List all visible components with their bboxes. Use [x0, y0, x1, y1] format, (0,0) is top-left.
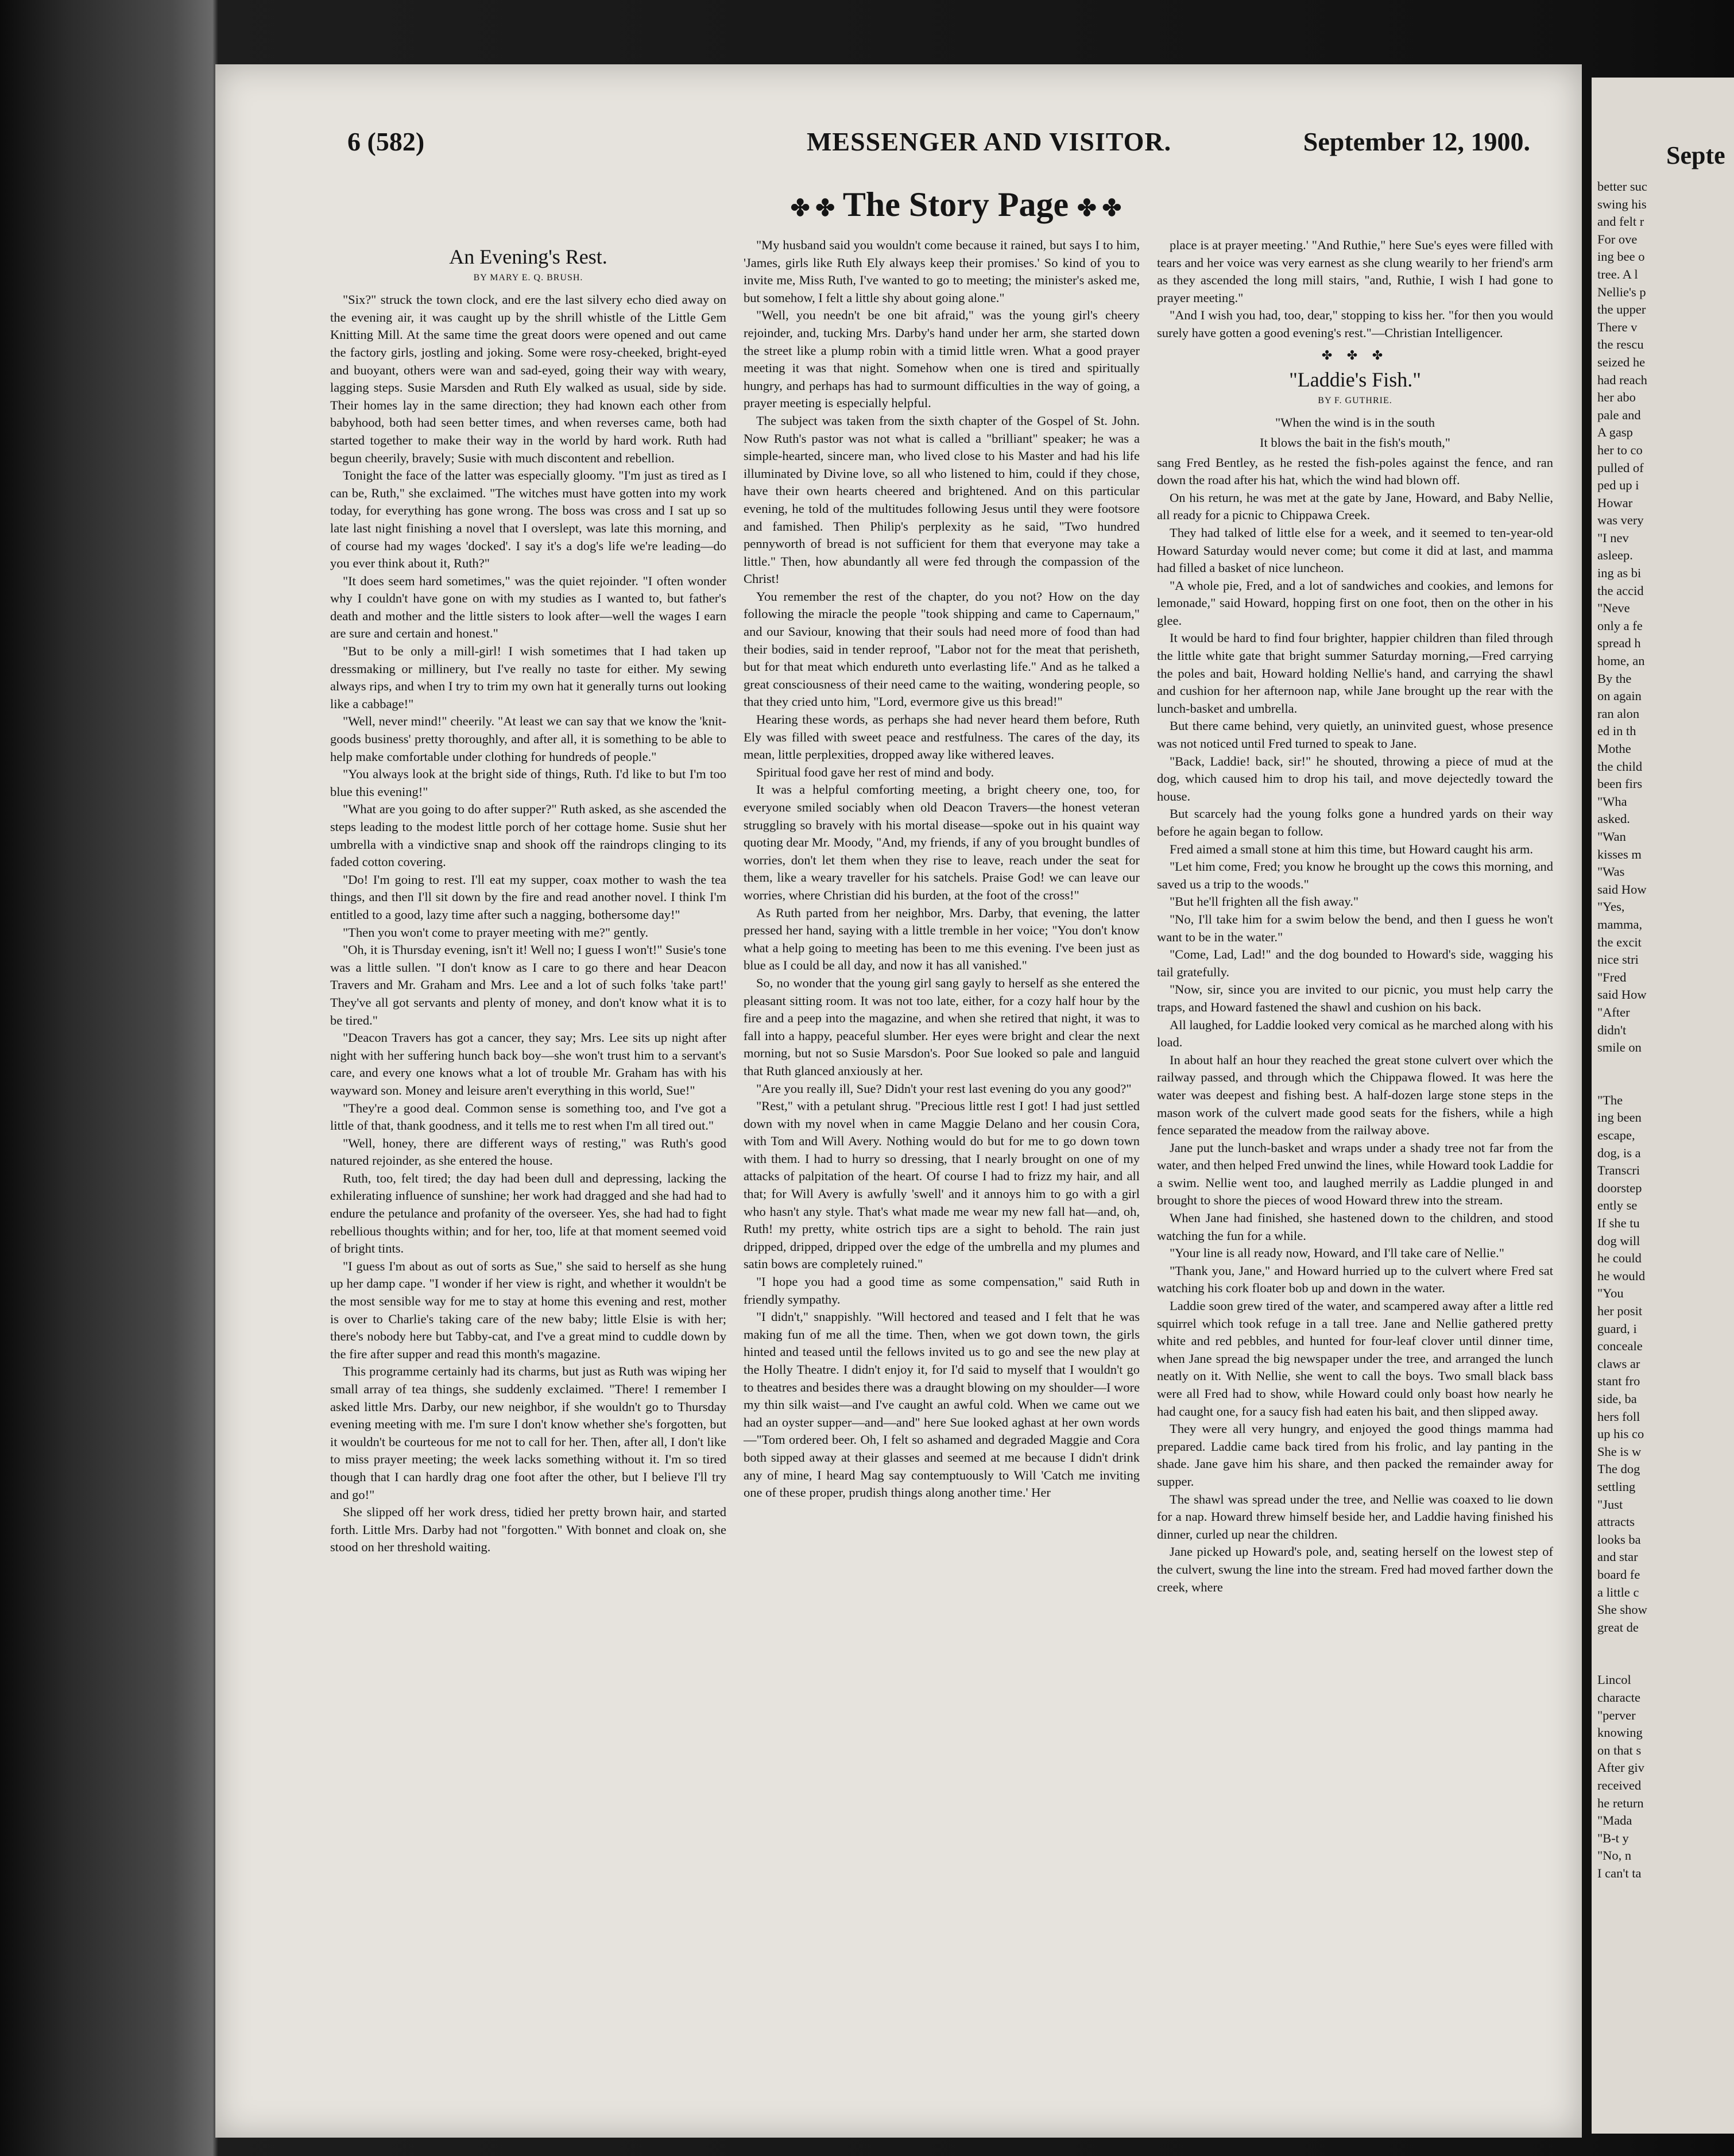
adjacent-text-line: her posit [1597, 1304, 1643, 1318]
paragraph: You remember the rest of the chapter, do you not? How on the day following the miracle the people "took shipping and came to Capernaum," and our Saviour, knowing that their souls had need more of food than had their bodies, said in tender reproof, "Labor not for the meat that perisheth, but for that meat which endureth unto everlasting life." And as he talked a great consciousness of their need came to the waiting, wondering people, so that they cried unto him, "Lord, evermore give us this bread!" [744, 589, 1140, 709]
adjacent-text-line: After giv [1597, 1760, 1644, 1775]
paragraph: "Six?" struck the town clock, and ere the last silvery echo died away on the evening air, it was caught up by the shrill whistle of the Little Gem Knitting Mill. At the same time the great doors were opened and out came the factory girls, jostling and joking. Some were rosy-cheeked, bright-eyed and buoyant, others were wan and sad-eyed, going their way with weary, lagging steps. Susie Marsden and Ruth Ely walked as usual, side by side. Their homes lay in the same direction; they had known each other from babyhood, both had seen better times, and when reverses came, both had started together to make their way in the world by hard work. Ruth had begun cheerily, bravely; Susie with much discontent and rebellion. [330, 292, 726, 465]
adjacent-text-line: ing bee o [1597, 249, 1645, 264]
adjacent-text-line: She show [1597, 1602, 1647, 1617]
paragraph: "Now, sir, since you are invited to our picnic, you must help carry the traps, and Howard fastened the shawl and cushion on his back. [1157, 982, 1553, 1014]
section-title: The Story Page [842, 186, 1069, 223]
adjacent-text-line: asleep. [1597, 548, 1633, 563]
adjacent-text-line: her to co [1597, 442, 1643, 457]
adjacent-text-line: "Mada [1597, 1813, 1632, 1828]
adjacent-text-line: smile on [1597, 1040, 1642, 1055]
story1-title: An Evening's Rest. [449, 245, 607, 268]
adjacent-text-line: dog, is a [1597, 1145, 1641, 1160]
adjacent-text-line: "The [1597, 1092, 1623, 1107]
paragraph: "Oh, it is Thursday evening, isn't it! Well no; I guess I won't!" Susie's tone was a little sullen. "I don't know as I care to go there and hear Deacon Travers and Mr. Graham and Mrs. Lee and a lot of such folks 'take part!' They've all got servants and plenty of money, and don't know what it is to be tired." [330, 942, 726, 1027]
adjacent-text-line: stant fro [1597, 1374, 1640, 1389]
adjacent-text-line: the child [1597, 759, 1643, 774]
adjacent-text-line: hers foll [1597, 1409, 1640, 1424]
adjacent-text-line: Transcri [1597, 1163, 1640, 1178]
page-number: 6 (582) [347, 127, 425, 156]
adjacent-text-line: By the [1597, 671, 1632, 686]
column-1 [330, 245, 726, 1556]
adjacent-text-line: "Wan [1597, 829, 1626, 844]
paragraph: "Let him come, Fred; you know he brought up the cows this morning, and saved us a trip to the woods." [1157, 859, 1553, 891]
paragraph: Ruth, too, felt tired; the day had been dull and depressing, lacking the exhilerating influence of sunshine; her work had dragged and she had had to endure the petulance and profanity of the overseer. Yes, she had had to fight rebellious thoughts within; and for her, too, life at that moment seemed void of bright tints. [330, 1170, 726, 1256]
paragraph: "Do! I'm going to rest. I'll eat my supper, coax mother to wash the tea things, and then I'll sit down by the fire and read another novel. I think I'm entitled to a good, lazy time after such a nagging, bothersome day!" [330, 872, 726, 922]
adjacent-text-line: kisses m [1597, 847, 1642, 861]
paragraph: "Back, Laddie! back, sir!" he shouted, throwing a piece of mud at the dog, which caused him to drop his tail, and move dejectedly toward the house. [1157, 754, 1553, 803]
paragraph: As Ruth parted from her neighbor, Mrs. Darby, that evening, the latter pressed her hand, saying with a little tremble in her voice; "You don't know what a help going to meeting has been to me this evening. I've been just as blue as I could be all day, and now it has all vanished." [744, 905, 1140, 973]
paragraph: The shawl was spread under the tree, and Nellie was coaxed to lie down for a nap. Howard threw himself beside her, and Laddie having finished his dinner, curled up near the children. [1157, 1492, 1553, 1541]
paragraph: sang Fred Bentley, as he rested the fish-poles against the fence, and ran down the road after his hat, which the wind had blown off. [1157, 455, 1553, 488]
adjacent-text-line: swing his [1597, 196, 1647, 211]
paragraph: "They're a good deal. Common sense is something too, and I've got a little of that, thank goodness, and it tells me to rest when I'm all tired out." [330, 1100, 726, 1133]
paragraph: "What are you going to do after supper?" Ruth asked, as she ascended the steps leading to the modest little porch of her cottage home. Susie shut her umbrella with a vindictive snap and shook off the raindrops clinging to its faded cotton covering. [330, 802, 726, 870]
adjacent-text-line: ing as bi [1597, 566, 1642, 581]
adjacent-text-line: up his co [1597, 1427, 1644, 1442]
adjacent-text-line: claws ar [1597, 1356, 1640, 1371]
adjacent-text-line: ran alon [1597, 706, 1640, 721]
newspaper-page [215, 64, 1582, 2138]
paragraph: "I hope you had a good time as some compensation," said Ruth in friendly sympathy. [744, 1274, 1140, 1307]
adjacent-text-line: nice stri [1597, 952, 1639, 967]
adjacent-text-line: conceale [1597, 1339, 1643, 1354]
adjacent-text-line: board fe [1597, 1567, 1640, 1582]
publication-title: MESSENGER AND VISITOR. [807, 127, 1172, 156]
adjacent-text-line: "Just [1597, 1497, 1623, 1512]
adjacent-text-line: Howar [1597, 495, 1633, 510]
adjacent-text-line: guard, i [1597, 1321, 1637, 1336]
adjacent-text-line: Nellie's p [1597, 284, 1646, 299]
adjacent-text-line: settling [1597, 1479, 1636, 1494]
adjacent-text-line: and star [1597, 1550, 1638, 1564]
adjacent-text-line [1597, 1057, 1734, 1075]
paragraph: Hearing these words, as perhaps she had never heard them before, Ruth Ely was filled with sweet peace and restfulness. The cares of the day, its mean, little perplexities, dropped away like withered leaves. [744, 712, 1140, 762]
adjacent-text-line: pale and [1597, 407, 1641, 422]
adjacent-text-line: She is w [1597, 1444, 1642, 1459]
paragraph: "I didn't," snappishly. "Will hectored and teased and I felt that he was making fun of me all the time. Then, when we got down town, the girls hinted and teased until the fellows invited us to go and see the new play at the Holly Theatre. I didn't enjoy it, for I'd said to myself that I wouldn't go to theatres and besides there was a draught blowing on my shoulder—I wore my thin silk waist—and I've caught an awful cold. When we came out we had an oyster supper—and—and" here Sue looked aghast at her own words—"Tom ordered beer. Oh, I felt so ashamed and degraded Maggie and Cora both sipped away at their glasses and seemed at me because I didn't drink any of mine, I heard Mag say contemptuously to Will 'Catch me inviting one of these proper, prudish things along another time.' Her [744, 1309, 1140, 1500]
adjacent-text-line: For ove [1597, 231, 1638, 246]
adjacent-text-line: knowing [1597, 1725, 1643, 1740]
adjacent-text-line: Mothe [1597, 741, 1631, 756]
adjacent-text-line: characte [1597, 1690, 1640, 1705]
adjacent-text-line: didn't [1597, 1022, 1627, 1037]
paragraph: "Deacon Travers has got a cancer, they say; Mrs. Lee sits up night after night with her suffering hunch back boy—she won't trust him to a servant's care, and every one knows what a lot of trouble Mr. Graham has with his wayward son. Money and leisure aren't everything in this world, Sue!" [330, 1030, 726, 1098]
paragraph: "Well, you needn't be one bit afraid," was the young girl's cheery rejoinder, and, tucking Mrs. Darby's hand under her arm, she started down the street like a plump robin with a timid little wren. What a good prayer meeting it was that night. Somehow when one is tired and spiritually hungry, and perhaps has had to surmount difficulties in the way of going, a prayer meeting is especially helpful. [744, 308, 1140, 411]
adjacent-text-line: a little c [1597, 1585, 1639, 1599]
adjacent-text-line: pulled of [1597, 460, 1644, 475]
paragraph: It would be hard to find four brighter, happier children than filed through the little white gate that bright summer Saturday morning,—Fred carrying the poles and bait, Howard holding Nellie's hand, and carrying the shawl and cushion for her afternoon nap, while Jane brought up the rear with the lunch-basket and umbrella. [1157, 631, 1553, 716]
adjacent-text-line: If she tu [1597, 1216, 1640, 1231]
adjacent-text-line: tree. A l [1597, 266, 1638, 281]
paragraph: "Thank you, Jane," and Howard hurried up to the culvert where Fred sat watching his cork floater bob up and down in the water. [1157, 1263, 1553, 1296]
paragraph: Laddie soon grew tired of the water, and scampered away after a little red squirrel which took refuge in a tall tree. Jane and Nellie gathered pretty white and red pebbles, and hunted for four-leaf clover until dinner time, when Jane spread the big newspaper under the tree, and arranged the lunch neatly on it. With Nellie, she went to call the boys. Two small black bass were all Fred had to show, while Howard could only boast how nearly he had caught one, for a saucy fish had eaten his bait, and then slipped away. [1157, 1299, 1553, 1419]
paragraph: Jane picked up Howard's pole, and, seating herself on the lowest step of the culvert, swung the line into the stream. Fred had moved farther down the creek, where [1157, 1544, 1553, 1594]
paragraph: Jane put the lunch-basket and wraps under a shady tree not far from the water, and then helped Fred unwind the lines, while Howard took Laddie for a swim. Nellie went too, and laughed merrily as Laddie plunged in and brought to shore the pieces of wood Howard threw into the stream. [1157, 1140, 1553, 1208]
paragraph: "And I wish you had, too, dear," stopping to kiss her. "for then you would surely have gotten a good evening's rest."—Christian Intelligencer. [1157, 308, 1553, 340]
story1-body-cont [744, 237, 1140, 1502]
paragraph: On his return, he was met at the gate by Jane, Howard, and Baby Nellie, all ready for a picnic to Chippawa Creek. [1157, 490, 1553, 523]
column-3 [1157, 237, 1553, 1596]
paragraph: Tonight the face of the latter was especially gloomy. "I'm just as tired as I can be, Ruth," she exclaimed. "The witches must have gotten into my work today, for everything has gone wrong. The boss was cross and I sat up so late last night finishing a novel that I overslept, was late this morning, and of course had my wages 'docked'. I say it's a dog's life we're leading—do you ever think about it, Ruth?" [330, 468, 726, 571]
adjacent-text-line [1597, 1636, 1734, 1654]
paragraph: "No, I'll take him for a swim below the bend, and then I guess he won't want to be in the water." [1157, 911, 1553, 944]
adjacent-text-line: the upper [1597, 302, 1646, 317]
adjacent-text-line: "No, n [1597, 1848, 1632, 1863]
adjacent-text-line: mamma, [1597, 917, 1643, 932]
adjacent-text-line: "Wha [1597, 794, 1627, 809]
adjacent-text-line [1597, 1654, 1734, 1672]
paragraph: "A whole pie, Fred, and a lot of sandwiches and cookies, and lemons for lemonade," said Howard, hopping first on one foot, then on the other in his glee. [1157, 578, 1553, 628]
paragraph: So, no wonder that the young girl sang gayly to herself as she entered the pleasant sitting room. It was not too late, either, for a cozy half hour by the fire and a peep into the magazine, and when she retired that night, it was to fall into a happy, peaceful slumber. Her eyes were bright and clear the next morning, but not so Susie Marsdon's. Poor Sue looked so pale and languid that Ruth glanced anxiously at her. [744, 975, 1140, 1078]
adjacent-text-line: he would [1597, 1268, 1646, 1283]
adjacent-text-line: "After [1597, 1004, 1630, 1019]
adjacent-text-line: dog will [1597, 1233, 1640, 1248]
adjacent-text-line: I can't ta [1597, 1866, 1642, 1880]
paragraph: They were all very hungry, and enjoyed the good things mamma had prepared. Laddie came back tired from his frolic, and lay panting in the shade. Jane gave him his share, and then packed the remainder away for supper. [1157, 1421, 1553, 1489]
story2-title: "Laddie's Fish." [1289, 368, 1421, 392]
adjacent-text-line: her abo [1597, 390, 1636, 405]
adjacent-text-line: ped up i [1597, 478, 1639, 493]
paragraph: "Then you won't come to prayer meeting with me?" gently. [343, 925, 649, 940]
paragraph: "Your line is all ready now, Howard, and I'll take care of Nellie." [1170, 1246, 1504, 1261]
adjacent-text-line: attracts [1597, 1514, 1635, 1529]
adjacent-text-line: been firs [1597, 776, 1643, 791]
section-heading [738, 185, 1174, 225]
paragraph: "Are you really ill, Sue? Didn't your rest last evening do you any good?" [756, 1081, 1132, 1096]
adjacent-text-line: seized he [1597, 354, 1646, 369]
paragraph: "Rest," with a petulant shrug. "Precious little rest I got! I had just settled down with my novel when in came Maggie Delano and her cousin Cora, with Tom and Will Avery. Nothing would do but for me to go down town with them. I had to hurry so dressing, that I nearly brought on one of my attacks of palpitation of the heart. Of course I had to frizz my hair, and all that; for Will Avery is awfully 'swell' and it annoys him to go with a girl who hasn't any style. That's what made me wear my new fall hat—and, oh, Ruth! my pretty, white ostrich tips are a sight to behold. The rain just dripped, dripped, dripped over the edge of the umbrella and my plumes and satin bows are completely ruined." [744, 1099, 1140, 1272]
adjacent-text-line: received [1597, 1778, 1642, 1793]
adjacent-text-line: home, an [1597, 654, 1645, 669]
adjacent-text-line: "B-t y [1597, 1830, 1629, 1845]
paragraph: In about half an hour they reached the great stone culvert over which the railway passed, and through which the Chippawa flowed. It was here the water was deepest and fishing best. A half-dozen large stone steps in the mason work of the culvert made good seats for the fishers, while a high fence separated the meadow from the railway above. [1157, 1052, 1553, 1138]
adjacent-text-line: great de [1597, 1620, 1639, 1635]
paragraph: She slipped off her work dress, tidied her pretty brown hair, and started forth. Little Mrs. Darby had not "forgotten." With bonnet and cloak on, she stood on her threshold waiting. [330, 1505, 726, 1555]
page-header [347, 126, 1530, 178]
adjacent-text-line: only a fe [1597, 618, 1643, 633]
paragraph: "Well, honey, there are different ways of resting," was Ruth's good natured rejoinder, as she entered the house. [330, 1135, 726, 1168]
adjacent-text-line: he could [1597, 1251, 1642, 1266]
ornament-icon: ✤ ✤ [790, 195, 835, 221]
adjacent-text-line: he return [1597, 1795, 1644, 1810]
adjacent-text-line: ently se [1597, 1198, 1638, 1213]
paragraph: "Come, Lad, Lad!" and the dog bounded to Howard's side, wagging his tail gratefully. [1157, 947, 1553, 979]
adjacent-text-line: "Neve [1597, 601, 1630, 616]
paragraph: "I guess I'm about as out of sorts as Sue," she said to herself as she hung up her damp cape. "I wonder if her view is right, and whether it wouldn't be the most sensible way for me to stay at home this evening and rest, mother is over to Charlie's taking care of the new baby; little Elsie is with her; there's nobody here but Tabby-cat, and I've a great mind to cuddle down by the fire after supper and read this month's magazine. [330, 1258, 726, 1361]
paragraph: The subject was taken from the sixth chapter of the Gospel of St. John. Now Ruth's pastor was not what is called a "brilliant" speaker; he was a simple-hearted, sincere man, who lived close to his Master and had his life illuminated by Divine love, so all who listened to him, could if they chose, have their own hearts cheered and brightened. And on this particular evening, he told of the multitudes following Jesus until they were footsore and famished. Then Philip's perplexity as he said, "Two hundred pennyworth of bread is not sufficient for them that everyone may take a little." Then, how abundantly all were fed through the compassion of the Christ! [744, 413, 1140, 586]
adjacent-text-line: The dog [1597, 1462, 1640, 1477]
paragraph: But there came behind, very quietly, an uninvited guest, whose presence was not noticed until Fred turned to speak to Jane. [1157, 718, 1553, 751]
adjacent-text-line: Lincol [1597, 1672, 1631, 1687]
adjacent-text-line: escape, [1597, 1128, 1635, 1143]
adjacent-text-line: said How [1597, 882, 1647, 897]
adjacent-text-line: better suc [1597, 179, 1647, 194]
adjacent-text-line: looks ba [1597, 1532, 1641, 1547]
paragraph: But scarcely had the young folks gone a hundred yards on their way before he again began to follow. [1157, 806, 1553, 839]
story2-poem-line: "When the wind is in the south [1275, 415, 1435, 430]
adjacent-text-line: said How [1597, 987, 1647, 1002]
adjacent-text-line: had reach [1597, 372, 1647, 387]
paragraph: Fred aimed a small stone at him this time, but Howard caught his arm. [1170, 841, 1533, 856]
adjacent-text-line: the rescu [1597, 337, 1644, 352]
story2-body [1157, 454, 1553, 1597]
adjacent-page-text [1597, 178, 1734, 1883]
adjacent-text-line: ed in th [1597, 724, 1636, 739]
column-2 [744, 237, 1140, 1502]
paragraph: "You always look at the bright side of things, Ruth. I'd like to but I'm too blue this evening!" [330, 767, 726, 799]
paragraph: "But to be only a mill-girl! I wish sometimes that I had taken up dressmaking or millinery, but I've really no taste for either. My sewing always rips, and when I try to trim my own hat it generally turns out looking like a cabbage!" [330, 644, 726, 711]
adjacent-text-line: "Yes, [1597, 899, 1625, 914]
paragraph: place is at prayer meeting.' "And Ruthie," here Sue's eyes were filled with tears and her voice was very earnest as she clung wearily to her friend's arm as they ascended the long mill stairs, "and, Ruthie, I wish I had gone to prayer meeting." [1157, 238, 1553, 305]
adjacent-text-line: "You [1597, 1286, 1624, 1301]
paragraph: When Jane had finished, she hastened down to the children, and stood watching the fun for a while. [1157, 1211, 1553, 1243]
adjacent-text-line: There v [1597, 319, 1638, 334]
adjacent-text-line: A gasp [1597, 425, 1633, 440]
adjacent-text-line: ing been [1597, 1110, 1642, 1125]
ornament-icon: ✤ ✤ [1077, 195, 1122, 221]
paragraph: It was a helpful comforting meeting, a bright cheery one, too, for everyone smiled sociably when old Deacon Travers—the honest veteran struggling so bravely with his mortal disease—spoke out in his quaint way quoting dear Mr. Moody, "And, my friends, if any of you brought bundles of worries, don't let them when they rise to leave, reach under the seat for them, like a weary traveller for his satchels. Praise God! we can leave our worries, where Christian did his burden, at the foot of the cross!" [744, 782, 1140, 902]
story1-ending [1157, 237, 1553, 342]
story1-body [330, 291, 726, 1556]
adjacent-text-line: asked. [1597, 812, 1630, 826]
ornament-divider: ✤ ✤ ✤ [1321, 347, 1389, 362]
adjacent-text-line: "I nev [1597, 530, 1629, 545]
paragraph: This programme certainly had its charms, but just as Ruth was wiping her small array of tea things, she suddenly exclaimed. "There! I remember I asked little Mrs. Darby, our new neighbor, if she wouldn't go to Thursday evening meeting with me. I'm sure I don't know whether she's forgotten, but it wouldn't be courteous for me not to call for her. Then, after all, I don't like to miss prayer meeting; the week lacks something without it. I'm so tired though that I can hardly drag one foot after the other, but I believe I'll try and go!" [330, 1364, 726, 1502]
paragraph: Spiritual food gave her rest of mind and body. [756, 764, 994, 779]
paragraph: "Well, never mind!" cheerily. "At least we can say that we know the 'knit-goods business' pretty thoroughly, and after all, it is something to be able to help make comfortable under clothing for hundreds of people." [330, 714, 726, 764]
paragraph: All laughed, for Laddie looked very comical as he marched along with his load. [1157, 1017, 1553, 1050]
paragraph: They had talked of little else for a week, and it seemed to ten-year-old Howard Saturday would never come; but come it did at last, and mamma had filled a basket of nice luncheon. [1157, 525, 1553, 575]
story2-poem-line: It blows the bait in the fish's mouth," [1260, 435, 1450, 450]
adjacent-text-line [1597, 1074, 1734, 1092]
story2-byline: BY F. GUTHRIE. [1318, 395, 1392, 405]
adjacent-page-edge [1592, 78, 1734, 2134]
paragraph: "But he'll frighten all the fish away." [1170, 894, 1359, 909]
paragraph: "It does seem hard sometimes," was the quiet rejoinder. "I often wonder why I couldn't have gone on with my studies as I wanted to, but father's death and mother and the little sisters to look after—well the wages I earn are sure and certain and honest." [330, 573, 726, 641]
adjacent-text-line: "perver [1597, 1707, 1636, 1722]
adjacent-text-line: the accid [1597, 583, 1644, 598]
adjacent-text-line: side, ba [1597, 1391, 1637, 1406]
story1-byline: BY MARY E. Q. BRUSH. [473, 272, 583, 283]
adjacent-text-line: was very [1597, 513, 1644, 528]
adjacent-text-line: "Was [1597, 864, 1625, 879]
adjacent-text-line: on again [1597, 689, 1642, 704]
adjacent-text-line: spread h [1597, 636, 1641, 651]
adjacent-text-line: the excit [1597, 934, 1642, 949]
adjacent-text-line: "Fred [1597, 969, 1627, 984]
adjacent-text-line: on that s [1597, 1742, 1642, 1757]
issue-date: September 12, 1900. [1303, 127, 1530, 156]
adjacent-page-header: Septe [1666, 141, 1725, 169]
adjacent-text-line: doorstep [1597, 1180, 1642, 1195]
adjacent-text-line: and felt r [1597, 214, 1644, 229]
paragraph: "My husband said you wouldn't come because it rained, but says I to him, 'James, girls like Ruth Ely always keep their promises.' So kind of you to invite me, Miss Ruth, I've wanted to go to meeting; the minister's asked me, but somehow, I felt a little shy about going alone." [744, 238, 1140, 305]
